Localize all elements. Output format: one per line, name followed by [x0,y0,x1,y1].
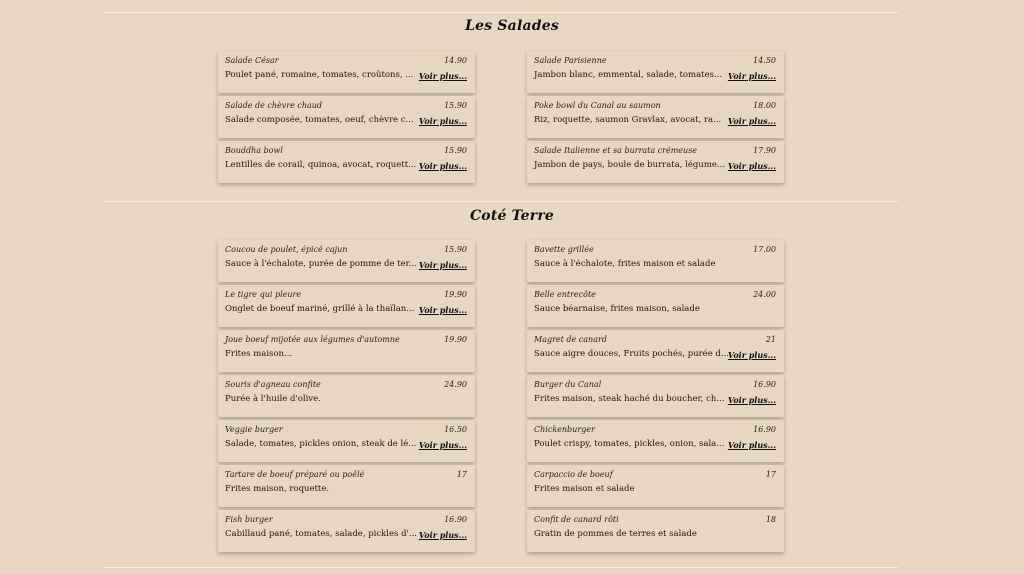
menu-item-card [527,240,784,282]
menu-item-name: Belle entrecôte [534,290,596,299]
menu-item-price: 24.90 [444,380,467,389]
menu-item-name: Carpaccio de boeuf [534,470,613,479]
menu-item-price: 19.90 [444,290,467,299]
menu-item-description: Frites maison et salade [534,484,635,494]
menu-item-price: 21 [765,335,776,344]
menu-item-name: Salade Parisienne [534,56,607,65]
menu-item-card [527,375,784,417]
menu-item-card [527,510,784,552]
menu-item-name: Magret de canard [534,335,607,344]
menu-item-name: Poke bowl du Canal au saumon [534,101,661,110]
menu-item-description: Cabillaud pané, tomates, salade, pickles d'... [225,529,418,539]
menu-item-description: Poulet pané, romaine, tomates, croûtons, ... [225,70,414,80]
menu-item-description: Salade composée, tomates, oeuf, chèvre c... [225,115,414,125]
menu-item-price: 17 [456,470,467,479]
menu-item-card [527,141,784,183]
voir-plus-link[interactable]: Voir plus... [418,260,467,270]
menu-item-card [527,420,784,462]
menu-item-card [218,285,475,327]
menu-item-price: 15.90 [444,101,467,110]
menu-item-description: Onglet de boeuf mariné, grillé à la thaïlan... [225,304,415,314]
menu-item-price: 16.90 [753,425,776,434]
menu-item-price: 15.90 [444,245,467,254]
menu-item-card [527,330,784,372]
voir-plus-link[interactable]: Voir plus... [418,305,467,315]
menu-item-price: 16.90 [753,380,776,389]
menu-item-description: Frites maison... [225,349,293,359]
voir-plus-link[interactable]: Voir plus... [418,116,467,126]
menu-item-price: 18 [765,515,776,524]
menu-item-card [527,51,784,93]
menu-item-card [218,465,475,507]
menu-item-description: Lentilles de corail, quinoa, avocat, roquett... [225,160,417,170]
menu-item-description: Salade, tomates, pickles onion, steak de lé... [225,439,417,449]
voir-plus-link[interactable]: Voir plus... [727,395,776,405]
divider-bottom [103,567,898,568]
menu-item-card [527,285,784,327]
menu-item-card [218,96,475,138]
menu-item-description: Sauce béarnaise, frites maison, salade [534,304,700,314]
menu-item-name: Tartare de boeuf préparé ou poêlé [225,470,365,479]
menu-item-price: 19.90 [444,335,467,344]
section-title-salades: Les Salades [465,18,559,34]
menu-item-description: Riz, roquette, saumon Gravlax, avocat, ra... [534,115,722,125]
voir-plus-link[interactable]: Voir plus... [418,71,467,81]
menu-item-name: Veggie burger [225,425,283,434]
menu-item-card [218,240,475,282]
menu-item-description: Frites maison, steak haché du boucher, ch... [534,394,725,404]
menu-item-name: Confit de canard rôti [534,515,619,524]
menu-item-card [218,330,475,372]
voir-plus-link[interactable]: Voir plus... [418,530,467,540]
menu-item-name: Salade de chèvre chaud [225,101,323,110]
menu-item-name: Joue boeuf mijotée aux légumes d'automne [225,335,400,344]
menu-item-description: Jambon de pays, boule de burrata, légume... [534,160,726,170]
menu-item-description: Jambon blanc, emmental, salade, tomates... [534,70,723,80]
menu-item-card [218,141,475,183]
menu-item-card [218,51,475,93]
menu-item-description: Sauce aigre douces, Fruits pochés, purée d... [534,349,729,359]
section-title-cote-terre: Coté Terre [469,208,555,224]
menu-item-card [218,375,475,417]
menu-item-name: Burger du Canal [534,380,602,389]
voir-plus-link[interactable]: Voir plus... [727,161,776,171]
menu-item-price: 24.00 [753,290,776,299]
voir-plus-link[interactable]: Voir plus... [727,440,776,450]
menu-item-price: 16.50 [444,425,467,434]
menu-item-price: 17 [765,470,776,479]
menu-item-name: Coucou de poulet, épicé cajun [225,245,348,254]
menu-item-name: Le tigre qui pleure [225,290,302,299]
voir-plus-link[interactable]: Voir plus... [727,116,776,126]
menu-item-price: 16.90 [444,515,467,524]
menu-item-price: 17.90 [753,146,776,155]
menu-item-description: Sauce à l'échalote, frites maison et salade [534,259,716,269]
menu-item-card [218,420,475,462]
menu-item-card [527,465,784,507]
menu-item-description: Sauce à l'échalote, purée de pomme de ter... [225,259,417,269]
menu-item-description: Gratin de pommes de terres et salade [534,529,697,539]
voir-plus-link[interactable]: Voir plus... [418,161,467,171]
menu-item-name: Bouddha bowl [225,146,283,155]
menu-item-description: Frites maison, roquette. [225,484,330,494]
menu-item-name: Bavette grillée [534,245,594,254]
menu-item-price: 14.90 [444,56,467,65]
menu-item-name: Salade Italienne et sa burrata crémeuse [534,146,698,155]
menu-item-card [527,96,784,138]
menu-item-description: Purée à l'huile d'olive. [225,394,321,404]
voir-plus-link[interactable]: Voir plus... [727,71,776,81]
menu-item-card [218,510,475,552]
menu-item-name: Chickenburger [534,425,595,434]
menu-item-price: 17.00 [753,245,776,254]
divider-top [103,12,898,13]
menu-item-price: 14.50 [753,56,776,65]
menu-item-price: 15.90 [444,146,467,155]
menu-item-name: Fish burger [225,515,273,524]
menu-item-name: Salade César [225,56,279,65]
menu-item-description: Poulet crispy, tomates, pickles, onion, sala... [534,439,725,449]
voir-plus-link[interactable]: Voir plus... [418,440,467,450]
menu-item-name: Souris d'agneau confite [225,380,321,389]
divider-middle [103,201,898,202]
menu-item-price: 18.00 [753,101,776,110]
voir-plus-link[interactable]: Voir plus... [727,350,776,360]
